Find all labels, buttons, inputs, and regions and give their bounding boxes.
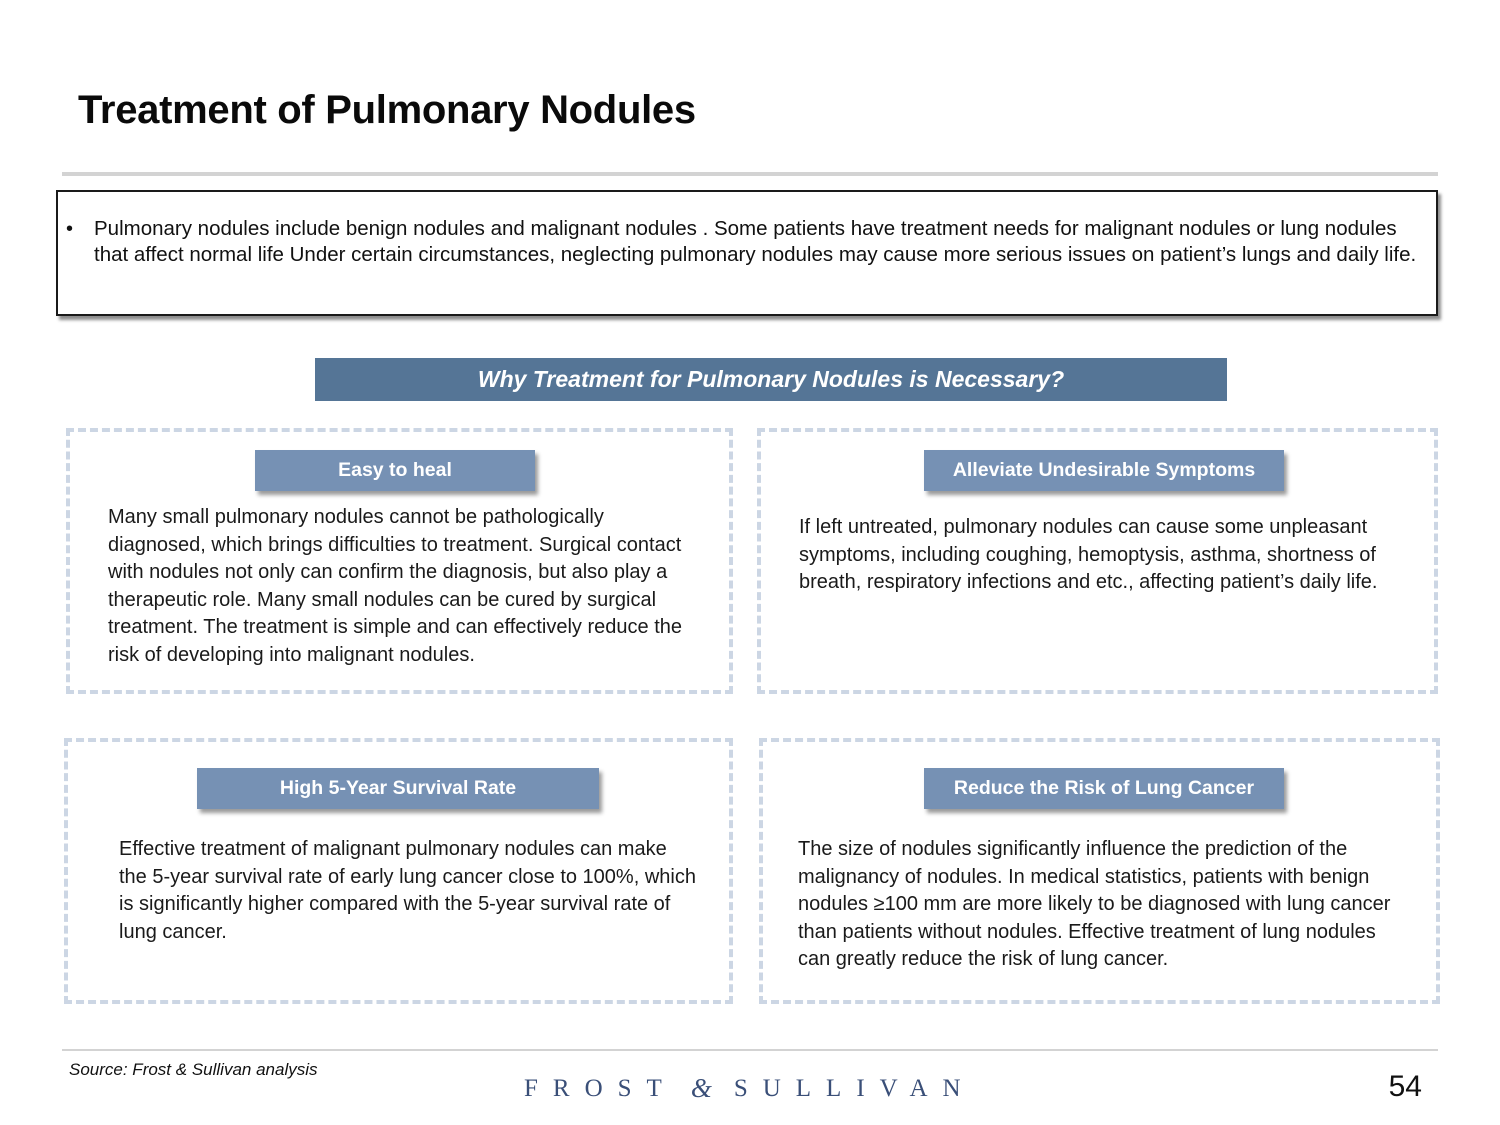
page-number: 54 [1388, 1070, 1422, 1103]
section-banner: Why Treatment for Pulmonary Nodules is Necessary? [315, 358, 1227, 401]
slide-title: Treatment of Pulmonary Nodules [78, 88, 696, 132]
card-heading: Reduce the Risk of Lung Cancer [924, 768, 1284, 809]
bullet-icon: • [66, 218, 74, 240]
card-heading: Easy to heal [255, 450, 535, 491]
intro-text: Pulmonary nodules include benign nodules and malignant nodules . Some patients have treatment needs for malignant nodules or lung nodules that affect normal life Under certain circumstances, neglecting pulmonary nodules may cause more serious issues on patient’s lungs and daily life. [94, 217, 1417, 266]
card-alleviate-symptoms [757, 428, 1438, 694]
card-body-text: Many small pulmonary nodules cannot be pathologically diagnosed, which brings difficulties to treatment. Surgical contact with nodules not only can confirm the diagnosis, but also play a therapeutic role. Many small nodules can be cured by surgical treatment. The treatment is simple and can effectively reduce the risk of developing into malignant nodules. [108, 506, 683, 666]
card-heading: Alleviate Undesirable Symptoms [924, 450, 1284, 491]
intro-box [56, 190, 1438, 316]
frost-sullivan-logo [524, 1073, 984, 1104]
card-reduce-lung-cancer-risk [759, 738, 1440, 1004]
card-body-text: The size of nodules significantly influence the prediction of the malignancy of nodules. In medical statistics, patients with benign nodules ≥100 mm are more likely to be diagnosed with lung cancer than patients without nodules. Effective treatment of lung nodules can greatly reduce the risk of lung cancer. [798, 838, 1391, 970]
source-note: Source: Frost & Sullivan analysis [69, 1060, 318, 1079]
card-survival-rate [64, 738, 733, 1004]
title-divider [62, 172, 1438, 176]
footer-divider [62, 1049, 1438, 1051]
logo-ampersand: & [690, 1073, 712, 1103]
card-heading: High 5-Year Survival Rate [197, 768, 599, 809]
logo-word-sullivan: SULLIVAN [733, 1074, 976, 1102]
card-easy-to-heal [66, 428, 733, 694]
card-body-text: Effective treatment of malignant pulmonary nodules can make the 5-year survival rate of early lung cancer close to 100%, which is significantly higher compared with the 5-year survival rate of lung cancer. [119, 838, 696, 943]
logo-word-frost: FROST [524, 1074, 677, 1102]
card-body-text: If left untreated, pulmonary nodules can cause some unpleasant symptoms, including coughing, hemoptysis, asthma, shortness of breath, respiratory infections and etc., affecting patient’s daily life. [799, 516, 1378, 593]
